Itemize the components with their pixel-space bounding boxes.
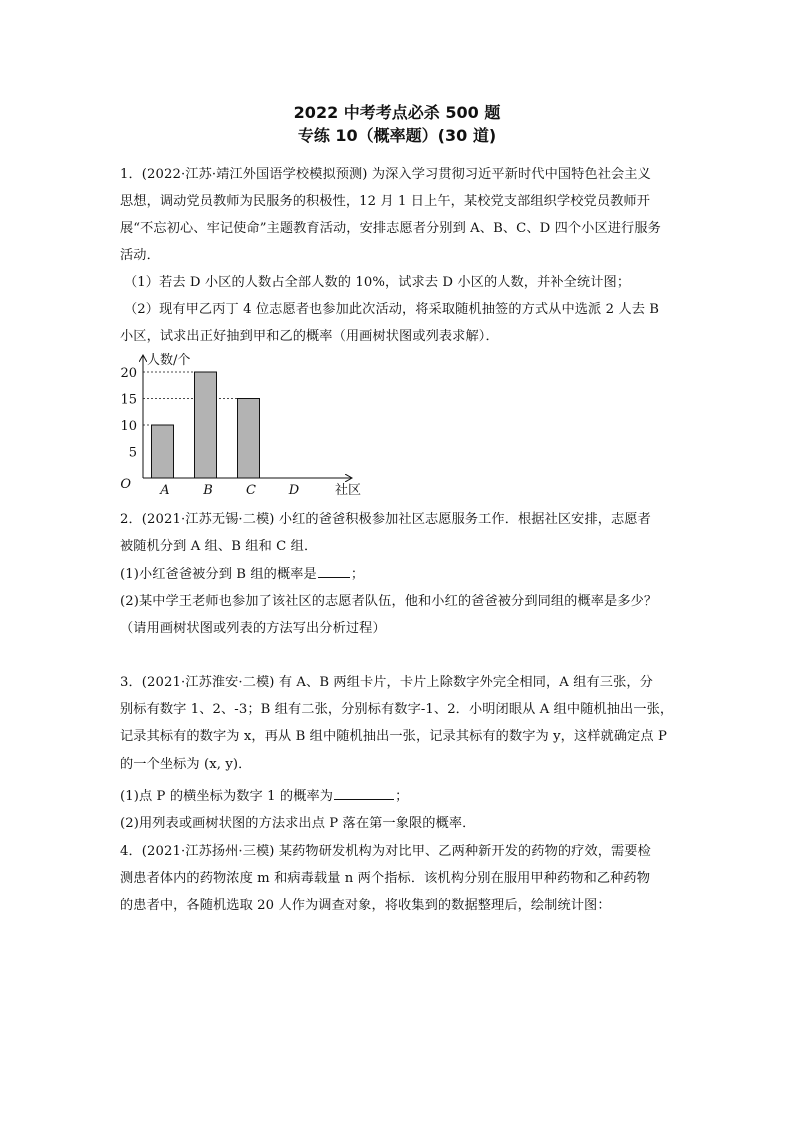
q2-part-2: (2)某中学王老师也参加了该社区的志愿者队伍，他和小红的爸爸被分到同组的概率是多少？ — [120, 594, 658, 609]
q3-part-1 — [120, 785, 408, 804]
y-axis-title: 人数/个 — [147, 353, 191, 368]
origin-label: O — [120, 477, 131, 492]
q3-part-2: (2)用列表或画树状图的方法求出点 P 落在第一象限的概率． — [120, 816, 476, 831]
q3-line-4: 的一个坐标为 (x, y)． — [120, 757, 252, 772]
answer-blank — [334, 787, 394, 800]
q2-part-1-end: ； — [350, 567, 365, 582]
y-tick-label: 15 — [120, 392, 137, 408]
x-tick-label: C — [246, 483, 256, 498]
bar-B — [195, 372, 217, 478]
q3-line-1: 3．(2021·江苏淮安·二模) 有 A、B 两组卡片，卡片上除数字外完全相同，A 组有三张，分 — [120, 675, 653, 690]
x-axis-title: 社区 — [335, 483, 362, 498]
q4-line-1: 4．(2021·江苏扬州·三模) 某药物研发机构为对比甲、乙两种新开发的药物的疗效，需要检 — [120, 844, 651, 859]
answer-blank — [318, 565, 350, 578]
q1-part-1: （1）若去 D 小区的人数占全部人数的 10%，试求去 D 小区的人数，并补全统计图； — [124, 275, 631, 290]
q1-part-2a: （2）现有甲乙丙丁 4 位志愿者也参加此次活动，将采取随机抽签的方式从中选派 2 人去 B — [124, 302, 660, 317]
q1-line-2: 思想，调动党员教师为民服务的积极性，12 月 1 日上午，某校党支部组织学校党员教师开 — [120, 194, 650, 209]
q4-line-3: 的患者中，各随机选取 20 人作为调查对象，将收集到的数据整理后，绘制统计图： — [120, 898, 611, 913]
y-tick-label: 20 — [120, 366, 137, 381]
q1-line-1: 1．(2022·江苏·靖江外国语学校模拟预测) 为深入学习贯彻习近平新时代中国特色社会主义 — [120, 167, 651, 182]
page-title: 2022 中考考点必杀 500 题 — [293, 103, 501, 122]
q3-line-2: 别标有数字 1、2、-3；B 组有二张，分别标有数字-1、2．小明闭眼从 A 组中随机抽出一张， — [120, 702, 674, 717]
q3-part-1-text: (1)点 P 的横坐标为数字 1 的概率为 — [120, 789, 334, 804]
x-tick-label: A — [160, 483, 170, 498]
bar-A — [152, 425, 174, 478]
q2-part-3: （请用画树状图或列表的方法写出分析过程） — [120, 621, 386, 636]
q1-part-2b: 小区，试求出正好抽到甲和乙的概率（用画树状图或列表求解）． — [120, 329, 499, 344]
x-tick-label: D — [288, 483, 300, 498]
q3-part-1-end: ； — [395, 789, 409, 804]
q1-line-3: 展“不忘初心、牢记使命”主题教育活动，安排志愿者分别到 A、B、C、D 四个小区进行服务 — [120, 221, 661, 236]
q2-part-1-text: (1)小红爸爸被分到 B 组的概率是 — [120, 567, 317, 582]
x-tick-label: B — [203, 483, 213, 498]
q3-line-3: 记录其标有的数字为 x，再从 B 组中随机抽出一张，记录其标有的数字为 y，这样就确定点 P — [120, 729, 667, 744]
page-subtitle: 专练 10（概率题）(30 道) — [297, 126, 497, 145]
q4-line-2: 测患者体内的药物浓度 m 和病毒载量 n 两个指标．该机构分别在服用甲种药物和乙种药物 — [120, 871, 650, 886]
bar-C — [238, 399, 260, 479]
q2-line-1: 2．(2021·江苏无锡·二模) 小红的爸爸积极参加社区志愿服务工作．根据社区安排，志愿者 — [120, 512, 651, 527]
bar-chart — [115, 352, 375, 502]
y-tick-label: 10 — [120, 419, 137, 434]
q1-line-4: 活动． — [120, 248, 160, 263]
q2-part-1 — [120, 563, 364, 582]
q2-line-2: 被随机分到 A 组、B 组和 C 组． — [120, 539, 318, 554]
y-tick-label: 5 — [128, 445, 137, 461]
